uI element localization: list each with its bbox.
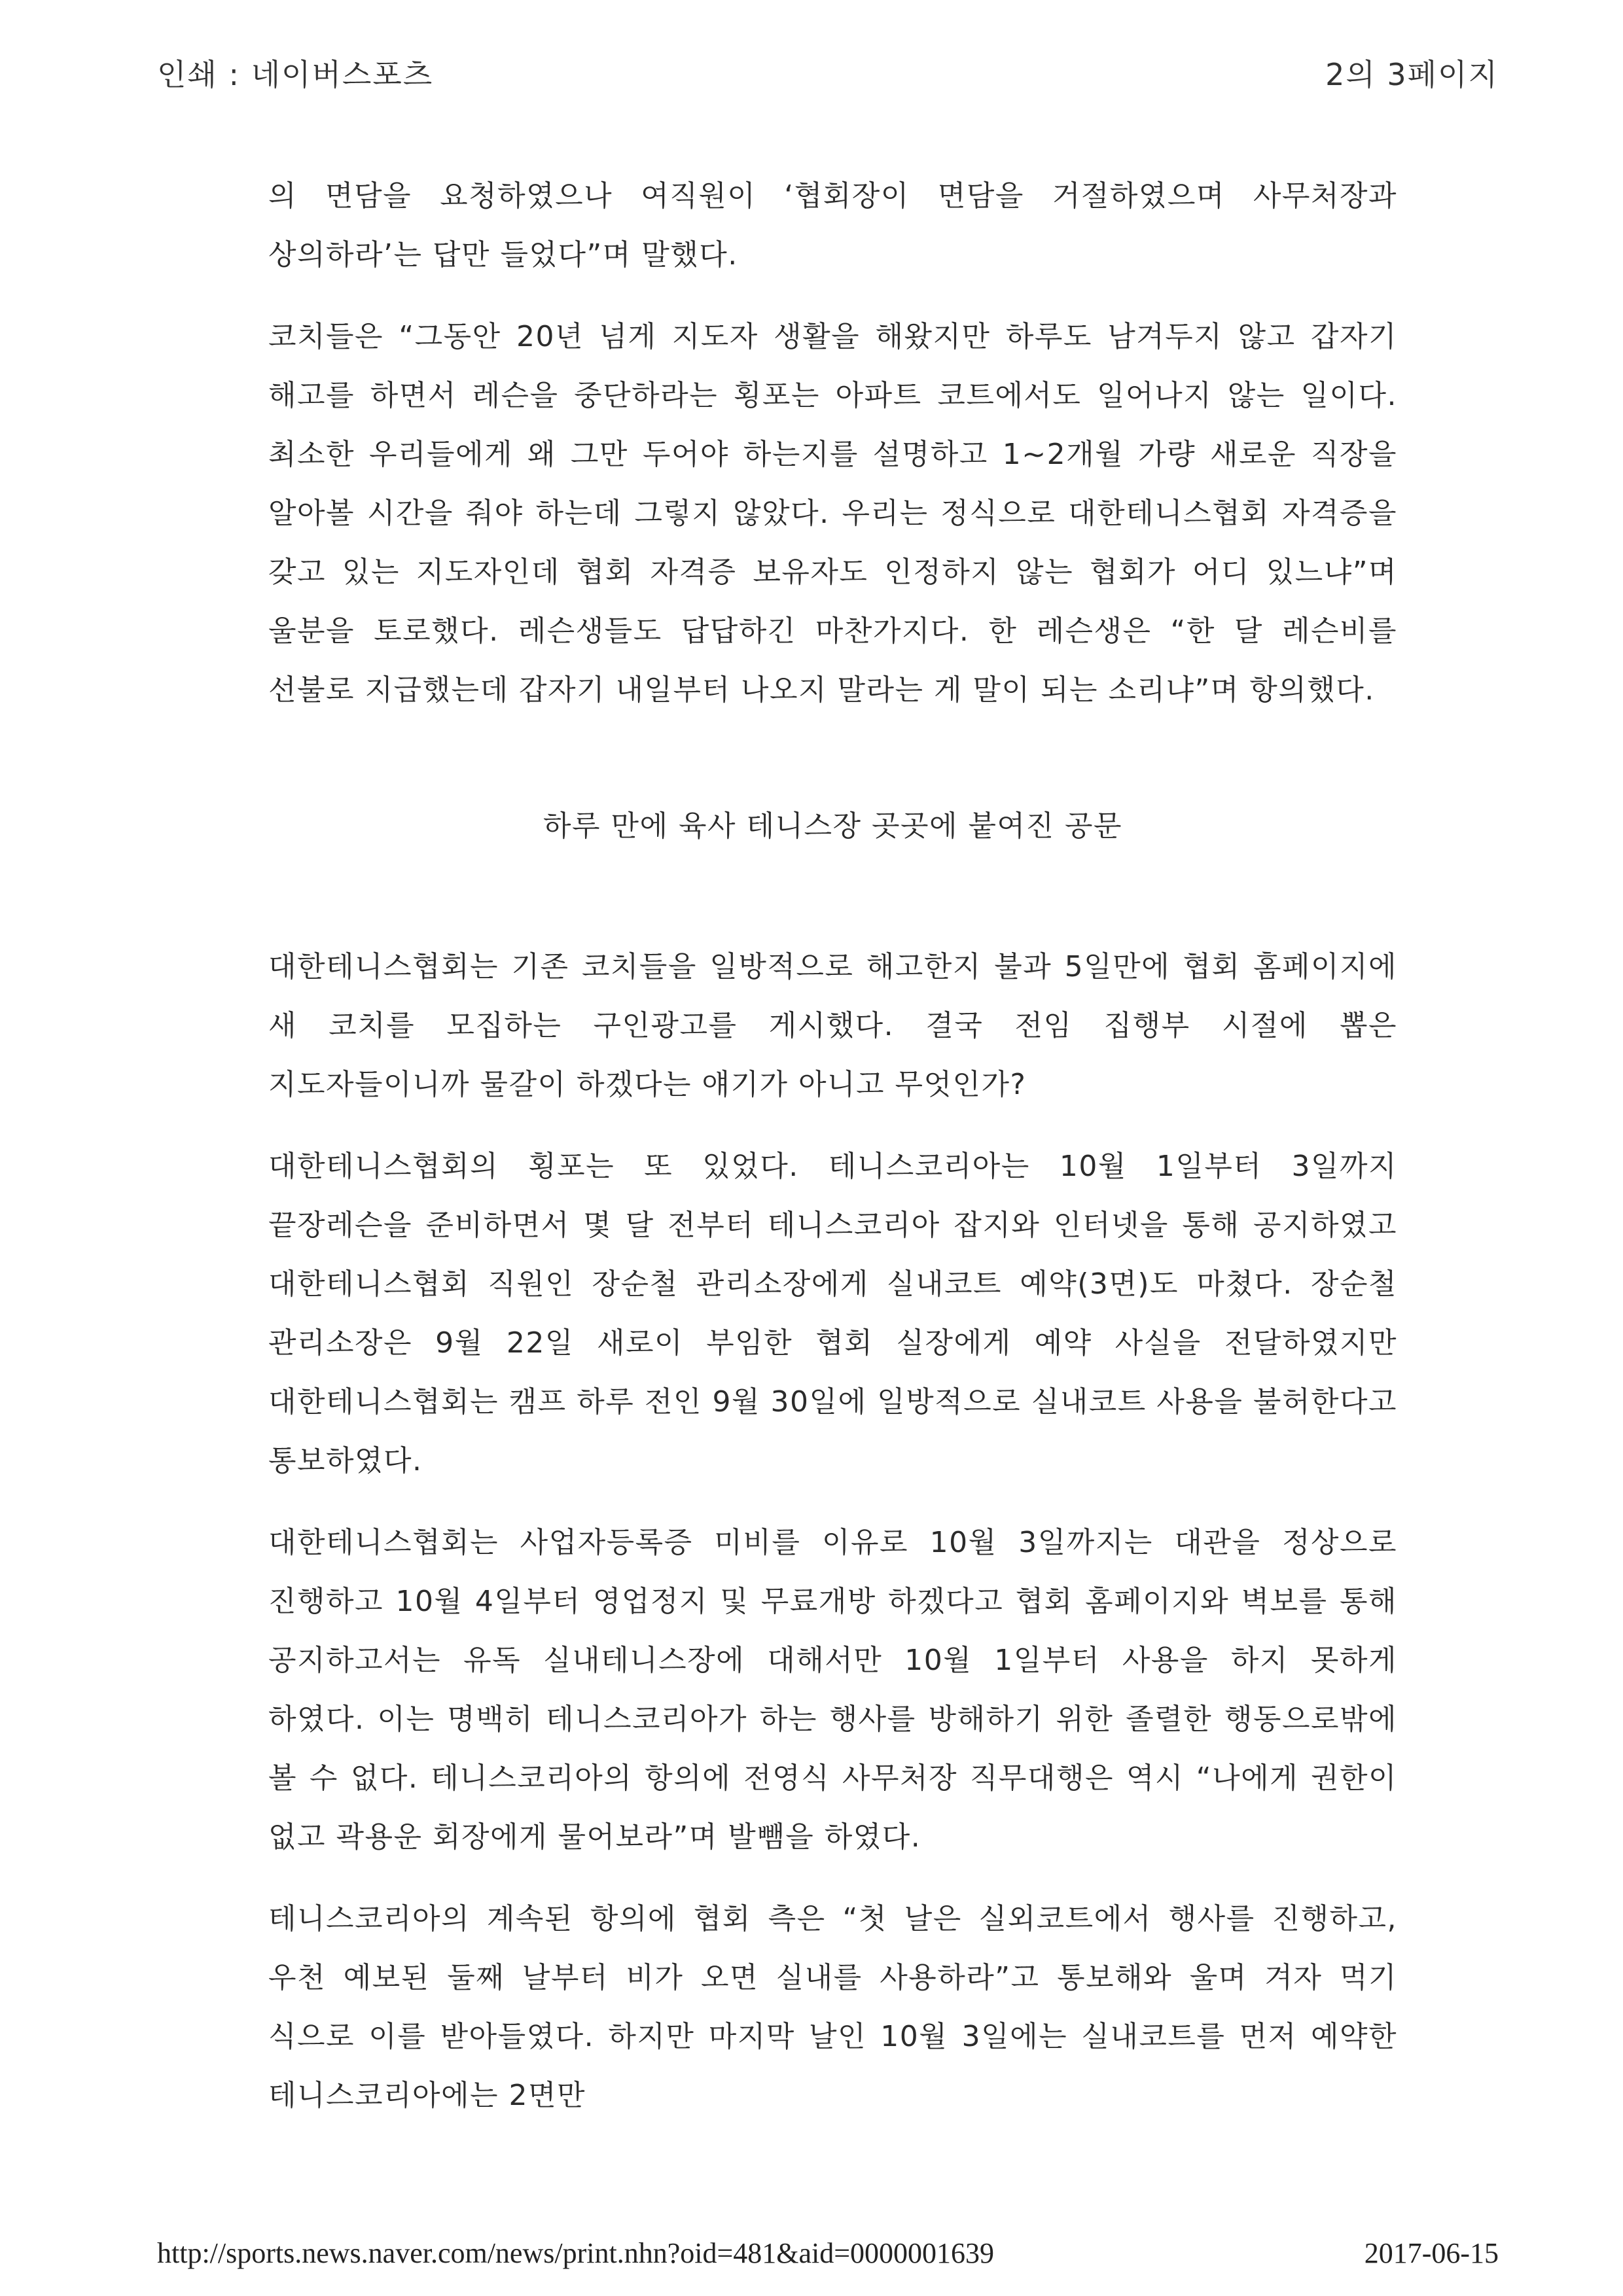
footer-url: http://sports.news.naver.com/news/print.nhn?oid=481&aid=0000001639 xyxy=(157,2237,995,2269)
page-counter: 2의 3페이지 xyxy=(1325,57,1499,92)
article-body xyxy=(268,167,1397,2125)
footer-date: 2017-06-15 xyxy=(1364,2237,1499,2269)
print-header-title: 인쇄 : 네이버스포츠 xyxy=(157,57,434,92)
paragraph-5: 대한테니스협회는 사업자등록증 미비를 이유로 10월 3일까지는 대관을 정상으로 진행하고 10월 4일부터 영업정지 및 무료개방 하겠다고 협회 홈페이지와 벽보를 통해 공지하고서는 유독 실내테니스장에 대해서만 10월 1일부터 사용을 하지 못하게 하였다. 이는 명백히 테니스코리아가 하는 행사를 방해하기 위한 졸렬한 행동으로밖에 볼 수 없다. 테니스코리아의 항의에 전영식 사무처장 직무대행은 역시 “나에게 권한이 없고 곽용운 회장에게 물어보라”며 발뺌을 하였다. xyxy=(268,1526,1398,1854)
paragraph-6: 테니스코리아의 계속된 항의에 협회 측은 “첫 날은 실외코트에서 행사를 진행하고, 우천 예보된 둘째 날부터 비가 오면 실내를 사용하라”고 통보해와 울며 겨자 먹기 식으로 이를 받아들였다. 하지만 마지막 날인 10월 3일에는 실내코트를 먼저 예약한 테니스코리아에는 2면만 xyxy=(268,1902,1397,2112)
paragraph-4: 대한테니스협회의 횡포는 또 있었다. 테니스코리아는 10월 1일부터 3일까지 끝장레슨을 준비하면서 몇 달 전부터 테니스코리아 잡지와 인터넷을 통해 공지하였고 대한테니스협회 직원인 장순철 관리소장에게 실내코트 예약(3면)도 마쳤다. 장순철 관리소장은 9월 22일 새로이 부임한 협회 실장에게 예약 사실을 전달하였지만 대한테니스협회는 캠프 하루 전인 9월 30일에 일방적으로 실내코트 사용을 불허한다고 통보하였다. xyxy=(268,1150,1397,1477)
paragraph-1: 의 면담을 요청하였으나 여직원이 ‘협회장이 면담을 거절하였으며 사무처장과 상의하라’는 답만 들었다”며 말했다. xyxy=(268,179,1397,272)
paragraph-3: 대한테니스협회는 기존 코치들을 일방적으로 해고한지 불과 5일만에 협회 홈페이지에 새 코치를 모집하는 구인광고를 게시했다. 결국 전임 집행부 시절에 뽑은 지도자들이니까 물갈이 하겠다는 얘기가 아니고 무엇인가? xyxy=(268,950,1397,1101)
section-subheading: 하루 만에 육사 테니스장 곳곳에 붙여진 공문 xyxy=(543,809,1122,843)
paragraph-2: 코치들은 “그동안 20년 넘게 지도자 생활을 해왔지만 하루도 남겨두지 않고 갑자기 해고를 하면서 레슨을 중단하라는 횡포는 아파트 코트에서도 일어나지 않는 일이다. 최소한 우리들에게 왜 그만 두어야 하는지를 설명하고 1~2개월 가량 새로운 직장을 알아볼 시간을 줘야 하는데 그렇지 않았다. 우리는 정식으로 대한테니스협회 자격증을 갖고 있는 지도자인데 협회 자격증 보유자도 인정하지 않는 협회가 어디 있느냐”며 울분을 토로했다. 레슨생들도 답답하긴 마찬가지다. 한 레슨생은 “한 달 레슨비를 선불로 지급했는데 갑자기 내일부터 나오지 말라는 게 말이 되는 소리냐”며 항의했다. xyxy=(268,320,1397,707)
